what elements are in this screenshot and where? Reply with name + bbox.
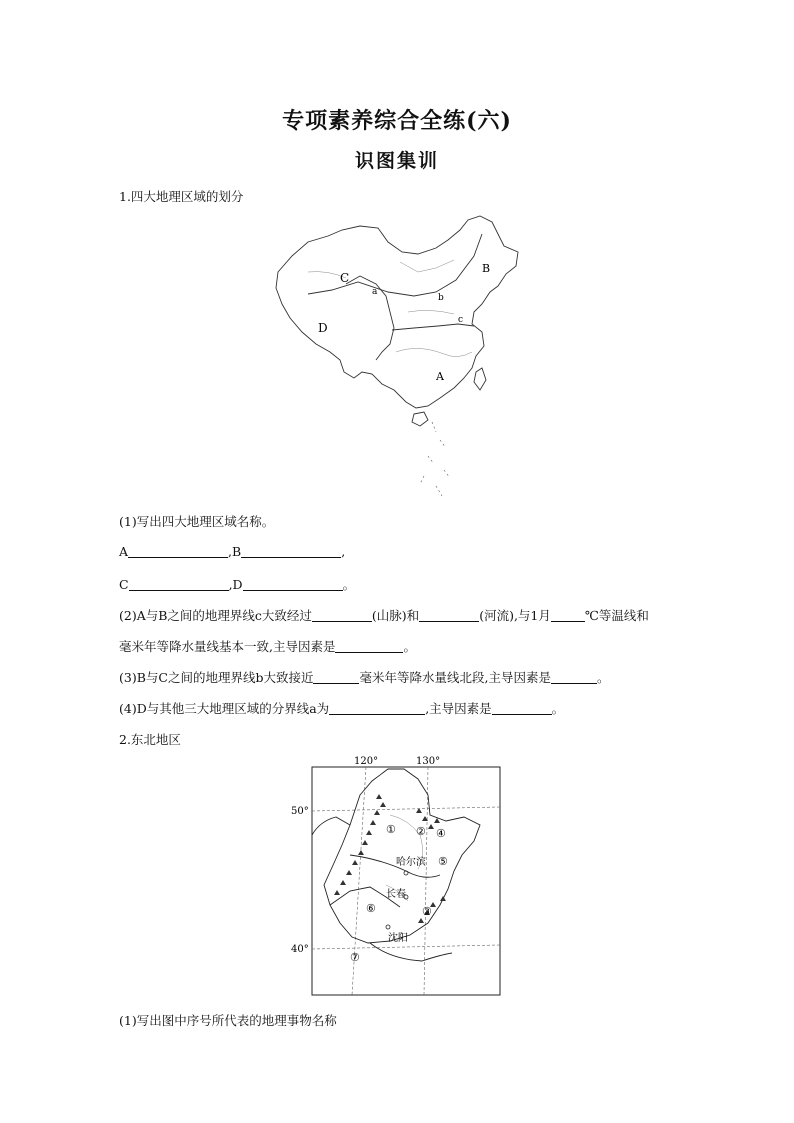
punctuation: 。 — [403, 639, 416, 654]
s1-q1-cd-row — [119, 575, 355, 593]
page-title: 专项素养综合全练(六) — [282, 108, 512, 134]
map-label-line-a: a — [372, 287, 378, 297]
map-number-2: ② — [416, 825, 426, 838]
china-outline — [276, 216, 518, 408]
q3-text-part: 毫米年等降水量线北段,主导因素是 — [359, 670, 551, 685]
map-label-line-b: b — [438, 293, 444, 303]
answer-blank[interactable] — [128, 545, 228, 558]
city-changchun: 长春 — [386, 889, 406, 900]
lat-40-label: 40° — [291, 944, 309, 955]
s2-q1: (1)写出图中序号所代表的地理事物名称 — [119, 1013, 337, 1028]
map-number-3: ③ — [422, 905, 432, 918]
map-number-4: ④ — [436, 827, 446, 840]
mountain-symbols — [334, 794, 446, 923]
answer-blank[interactable] — [312, 609, 372, 622]
punctuation: 。 — [342, 577, 356, 592]
city-marker — [404, 871, 408, 875]
answer-blank[interactable] — [551, 609, 585, 622]
s1-q4 — [119, 699, 564, 717]
section2-heading: 2.东北地区 — [119, 732, 181, 747]
answer-blank[interactable] — [329, 702, 425, 715]
q2-text-part: 毫米年等降水量线基本一致,主导因素是 — [119, 639, 336, 654]
answer-blank[interactable] — [492, 702, 552, 715]
answer-blank[interactable] — [243, 578, 343, 591]
s1-q1-d-label: ,D — [228, 577, 243, 592]
s1-q2-line2 — [119, 637, 416, 655]
lon-130-label: 130° — [416, 756, 441, 767]
s1-q1-ab-row — [119, 544, 345, 559]
s1-q1: (1)写出四大地理区域名称。 — [119, 514, 275, 529]
answer-blank[interactable] — [313, 671, 359, 684]
line-a-qinghai-tibet — [346, 276, 394, 360]
q2-text-part: (河流),与1月 — [479, 608, 551, 623]
s1-q3 — [119, 668, 609, 686]
taiwan-island — [474, 368, 486, 390]
map-number-1: ① — [386, 823, 396, 836]
punctuation: 。 — [551, 701, 565, 716]
lon-120-label: 120° — [354, 756, 379, 767]
china-regions-map — [268, 212, 526, 502]
q2-text-part: (2)A与B之间的地理界线c大致经过 — [119, 608, 312, 623]
map-label-d-region: D — [318, 321, 328, 335]
map-number-6: ⑥ — [366, 902, 376, 915]
answer-blank[interactable] — [419, 609, 479, 622]
punctuation: , — [341, 544, 346, 559]
q3-text-part: (3)B与C之间的地理界线b大致接近 — [119, 670, 314, 685]
hainan-island — [412, 412, 428, 426]
q4-text-part: (4)D与其他三大地理区域的分界线a为 — [119, 701, 330, 716]
northeast-china-map — [290, 755, 505, 1000]
s1-q1-c-label: C — [119, 577, 129, 592]
punctuation: 。 — [596, 670, 610, 685]
s1-q1-a-label: A — [119, 544, 129, 559]
map-label-c-region: C — [340, 271, 350, 285]
s1-q1-b-label: ,B — [228, 544, 242, 559]
line-b-north — [308, 234, 482, 296]
page-subtitle: 识图集训 — [354, 150, 439, 172]
answer-blank[interactable] — [335, 640, 403, 653]
city-shenyang: 沈阳 — [388, 933, 408, 944]
lat-50-label: 50° — [291, 806, 309, 817]
map-number-5: ⑤ — [438, 855, 448, 868]
city-harbin: 哈尔滨 — [396, 857, 426, 868]
section1-heading: 1.四大地理区域的划分 — [119, 189, 244, 204]
answer-blank[interactable] — [241, 545, 341, 558]
map-label-line-c: c — [458, 315, 464, 325]
city-marker — [386, 925, 390, 929]
region-outline — [324, 769, 480, 943]
q2-text-part: ℃等温线和 — [584, 608, 649, 623]
map-label-a-region: A — [436, 370, 444, 383]
answer-blank[interactable] — [551, 671, 597, 684]
map-frame — [312, 767, 500, 995]
s1-q2-line1 — [119, 606, 649, 624]
q4-text-part: ,主导因素是 — [425, 701, 492, 716]
map-number-7: ⑦ — [350, 951, 360, 964]
answer-blank[interactable] — [129, 578, 229, 591]
map-label-b-region: B — [482, 262, 491, 275]
q2-text-part: (山脉)和 — [371, 608, 420, 623]
